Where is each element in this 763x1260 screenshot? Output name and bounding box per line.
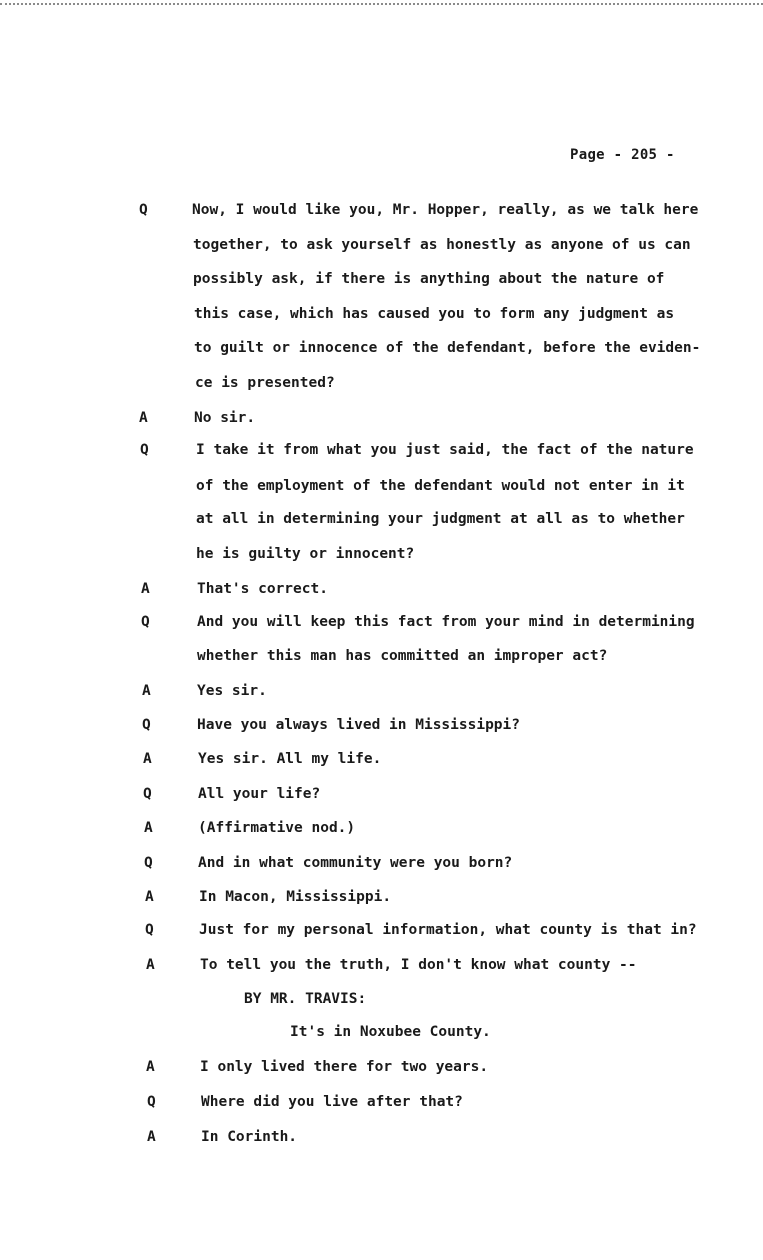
line-text: Where did you live after that? [201, 1094, 463, 1110]
speaker-label: A [142, 683, 151, 699]
transcript-line [0, 373, 763, 393]
line-text: Have you always lived in Mississippi? [197, 717, 521, 733]
speaker-label: A [146, 1059, 155, 1075]
transcript-line [0, 989, 763, 1009]
line-text: (Affirmative nod.) [198, 820, 356, 836]
transcript-line [0, 715, 763, 735]
speaker-label: Q [142, 717, 151, 733]
speaker-label: A [147, 1129, 156, 1145]
speaker-label: A [145, 889, 154, 905]
transcript-line [0, 1057, 763, 1077]
line-text: No sir. [194, 410, 256, 426]
line-text: In Macon, Mississippi. [199, 889, 392, 905]
transcript-line [0, 1127, 763, 1147]
transcript-line [0, 544, 763, 564]
transcript-line [0, 818, 763, 838]
transcript-line [0, 579, 763, 599]
speaker-label: Q [143, 786, 152, 802]
transcript-line [0, 646, 763, 666]
transcript-line [0, 853, 763, 873]
line-text: In Corinth. [201, 1129, 298, 1145]
line-text: possibly ask, if there is anything about the nature of [193, 271, 665, 287]
speaker-label: Q [147, 1094, 156, 1110]
line-text: Yes sir. [197, 683, 267, 699]
transcript-line [0, 955, 763, 975]
page-number: Page - 205 - [570, 147, 675, 163]
line-text: this case, which has caused you to form any judgment as [194, 306, 675, 322]
speaker-label: Q [140, 442, 149, 458]
speaker-label: A [139, 410, 148, 426]
transcript-line [0, 200, 763, 220]
line-text: Yes sir. All my life. [198, 751, 382, 767]
speaker-label: A [141, 581, 150, 597]
speaker-label: Q [139, 202, 148, 218]
transcript-line [0, 304, 763, 324]
line-text: ce is presented? [195, 375, 335, 391]
line-text: BY MR. TRAVIS: [244, 991, 367, 1007]
transcript-line [0, 784, 763, 804]
speaker-label: A [146, 957, 155, 973]
transcript-line [0, 749, 763, 769]
transcript-line [0, 1092, 763, 1112]
line-text: To tell you the truth, I don't know what county -- [200, 957, 637, 973]
line-text: of the employment of the defendant would not enter in it [196, 478, 685, 494]
transcript-line [0, 1022, 763, 1042]
line-text: Just for my personal information, what county is that in? [199, 922, 697, 938]
transcript-line [0, 612, 763, 632]
transcript-line [0, 338, 763, 358]
top-dotted-rule [0, 3, 763, 5]
speaker-label: Q [145, 922, 154, 938]
line-text: whether this man has committed an improper act? [197, 648, 608, 664]
transcript-line [0, 920, 763, 940]
line-text: I take it from what you just said, the fact of the nature [196, 442, 694, 458]
speaker-label: Q [141, 614, 150, 630]
transcript-line [0, 509, 763, 529]
transcript-line [0, 408, 763, 428]
transcript-line [0, 440, 763, 460]
line-text: All your life? [198, 786, 321, 802]
line-text: Now, I would like you, Mr. Hopper, really, as we talk here [192, 202, 699, 218]
line-text: And in what community were you born? [198, 855, 513, 871]
line-text: at all in determining your judgment at all as to whether [196, 511, 685, 527]
transcript-line [0, 681, 763, 701]
speaker-label: A [144, 820, 153, 836]
line-text: That's correct. [197, 581, 328, 597]
line-text: he is guilty or innocent? [196, 546, 415, 562]
line-text: And you will keep this fact from your mind in determining [197, 614, 695, 630]
line-text: It's in Noxubee County. [290, 1024, 491, 1040]
line-text: to guilt or innocence of the defendant, before the eviden- [194, 340, 701, 356]
transcript-line [0, 235, 763, 255]
line-text: I only lived there for two years. [200, 1059, 489, 1075]
transcript-line [0, 476, 763, 496]
speaker-label: A [143, 751, 152, 767]
transcript-line [0, 269, 763, 289]
line-text: together, to ask yourself as honestly as anyone of us can [193, 237, 691, 253]
transcript-line [0, 887, 763, 907]
speaker-label: Q [144, 855, 153, 871]
